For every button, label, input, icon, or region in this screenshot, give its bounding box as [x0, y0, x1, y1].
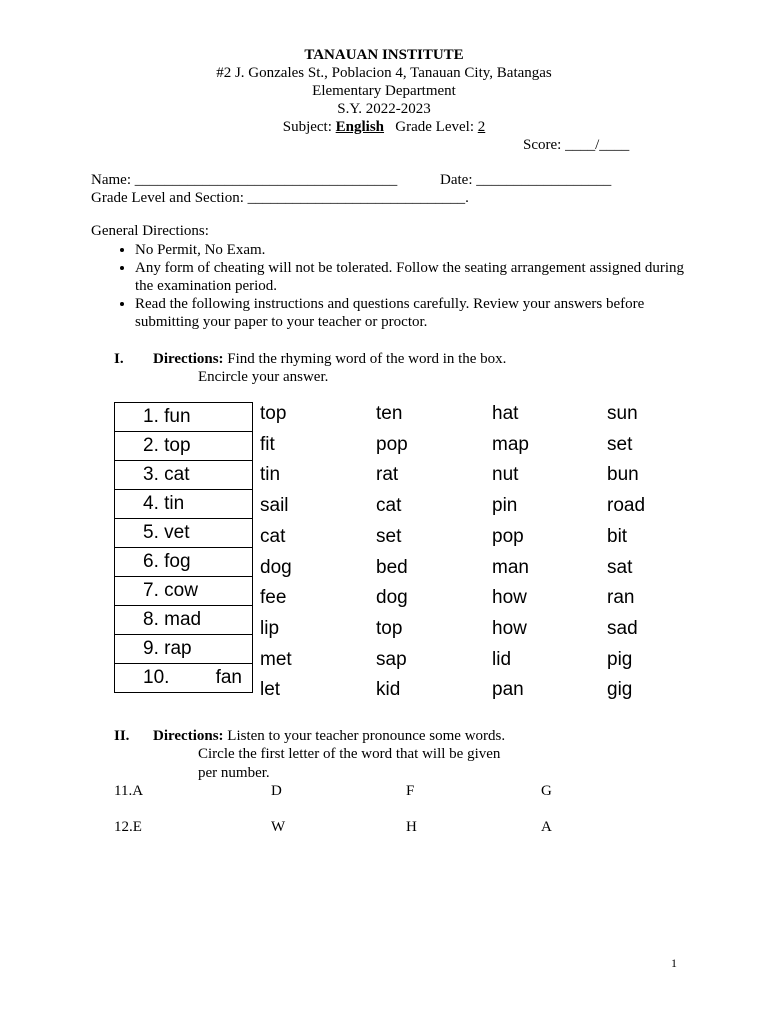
- box-word-1: 1. fun: [115, 403, 253, 432]
- answer-option[interactable]: bed: [376, 556, 408, 578]
- item-11-option-2[interactable]: F: [406, 783, 415, 799]
- answer-option[interactable]: fee: [260, 587, 287, 609]
- rhyme-word-box: [114, 402, 253, 693]
- answer-option[interactable]: top: [376, 617, 403, 639]
- answer-option[interactable]: met: [260, 648, 292, 670]
- answer-option[interactable]: lip: [260, 617, 280, 639]
- grade-label: Grade Level:: [395, 119, 478, 135]
- subject-line: [0, 118, 768, 136]
- grade-value: 2: [477, 119, 486, 135]
- answer-option[interactable]: how: [492, 587, 527, 609]
- school-year: S.Y. 2022-2023: [337, 101, 431, 117]
- answer-option[interactable]: dog: [376, 587, 408, 609]
- answer-option[interactable]: kid: [376, 679, 401, 701]
- box-word-4: 4. tin: [115, 490, 253, 519]
- item-11-option-1[interactable]: D: [271, 783, 282, 799]
- subject-value: English: [335, 119, 385, 135]
- general-directions-list: [115, 241, 695, 331]
- school-address: #2 J. Gonzales St., Poblacion 4, Tanauan City, Batangas: [216, 65, 552, 81]
- part1-numeral: I.: [114, 351, 124, 367]
- box-word-2: 2. top: [115, 432, 253, 461]
- answer-option[interactable]: sad: [607, 617, 638, 639]
- answer-option[interactable]: top: [260, 403, 287, 424]
- answer-option[interactable]: cat: [376, 495, 402, 517]
- subject-label: Subject:: [282, 119, 336, 135]
- part2-numeral: II.: [114, 728, 130, 744]
- part2-directions-2: Circle the first letter of the word that will be given: [198, 746, 501, 762]
- answer-option[interactable]: tin: [260, 464, 281, 486]
- answer-option[interactable]: pan: [492, 679, 524, 701]
- item-12-option-3[interactable]: A: [541, 819, 552, 835]
- answer-option[interactable]: pop: [492, 525, 524, 547]
- answer-option[interactable]: bun: [607, 464, 639, 486]
- box-word-3: 3. cat: [115, 461, 253, 490]
- part2-directions-3: per number.: [198, 765, 270, 781]
- direction-item: • Read the following instructions and questions carefully. Review your answers before submitting your paper to your teacher or proctor.: [135, 295, 695, 331]
- answer-option[interactable]: fit: [260, 433, 275, 455]
- answer-option[interactable]: pig: [607, 648, 633, 670]
- page-number: 1: [671, 956, 677, 970]
- answer-option[interactable]: pin: [492, 495, 518, 517]
- answer-option[interactable]: man: [492, 556, 529, 578]
- answer-option[interactable]: let: [260, 679, 281, 701]
- part2-directions: Directions: Listen to your teacher pronounce some words.: [153, 728, 506, 744]
- answer-option[interactable]: ten: [376, 403, 403, 424]
- answer-option[interactable]: lid: [492, 648, 512, 670]
- box-word-9: 9. rap: [115, 635, 253, 664]
- answer-option[interactable]: rat: [376, 464, 399, 486]
- item-12-option-2[interactable]: H: [406, 819, 417, 835]
- box-word-8: 8. mad: [115, 606, 253, 635]
- name-field: Name: ___________________________________: [91, 172, 398, 188]
- box-word-6: 6. fog: [115, 548, 253, 577]
- item-11-option-3[interactable]: G: [541, 783, 552, 799]
- answer-option[interactable]: road: [607, 495, 646, 517]
- direction-item: • No Permit, No Exam.: [135, 241, 695, 259]
- answer-option[interactable]: pop: [376, 433, 408, 455]
- answer-option[interactable]: set: [376, 525, 402, 547]
- score-field: Score: ____/____: [523, 137, 630, 153]
- answer-option[interactable]: ran: [607, 587, 635, 609]
- answer-option[interactable]: map: [492, 433, 529, 455]
- answer-option[interactable]: how: [492, 617, 527, 639]
- general-directions-title: General Directions:: [91, 223, 209, 239]
- item-11: 11.A: [114, 783, 144, 799]
- answer-option[interactable]: bit: [607, 525, 628, 547]
- item-12: 12.E: [114, 819, 142, 835]
- date-field: Date: __________________: [440, 172, 612, 188]
- answer-option[interactable]: cat: [260, 525, 286, 547]
- answer-option[interactable]: sail: [260, 495, 289, 517]
- section-field: Grade Level and Section: _____________________________.: [91, 190, 469, 206]
- item-12-option-1[interactable]: W: [271, 819, 286, 835]
- answer-option[interactable]: sap: [376, 648, 407, 670]
- part1-directions: Directions: Find the rhyming word of the word in the box.: [153, 351, 507, 367]
- answer-option[interactable]: sun: [607, 403, 638, 424]
- school-name: TANAUAN INSTITUTE: [304, 47, 464, 63]
- part1-directions-2: Encircle your answer.: [198, 369, 329, 385]
- department: Elementary Department: [312, 83, 456, 99]
- box-word-7: 7. cow: [115, 577, 253, 606]
- answer-option[interactable]: hat: [492, 403, 519, 424]
- answer-option[interactable]: sat: [607, 556, 633, 578]
- direction-item: • Any form of cheating will not be tolerated. Follow the seating arrangement assigned during the examination period.: [135, 259, 695, 295]
- answer-option[interactable]: dog: [260, 556, 292, 578]
- box-word-5: 5. vet: [115, 519, 253, 548]
- answer-option[interactable]: set: [607, 433, 633, 455]
- answer-option[interactable]: nut: [492, 464, 519, 486]
- answer-option[interactable]: gig: [607, 679, 633, 701]
- box-word-10: 10. fan: [115, 664, 253, 693]
